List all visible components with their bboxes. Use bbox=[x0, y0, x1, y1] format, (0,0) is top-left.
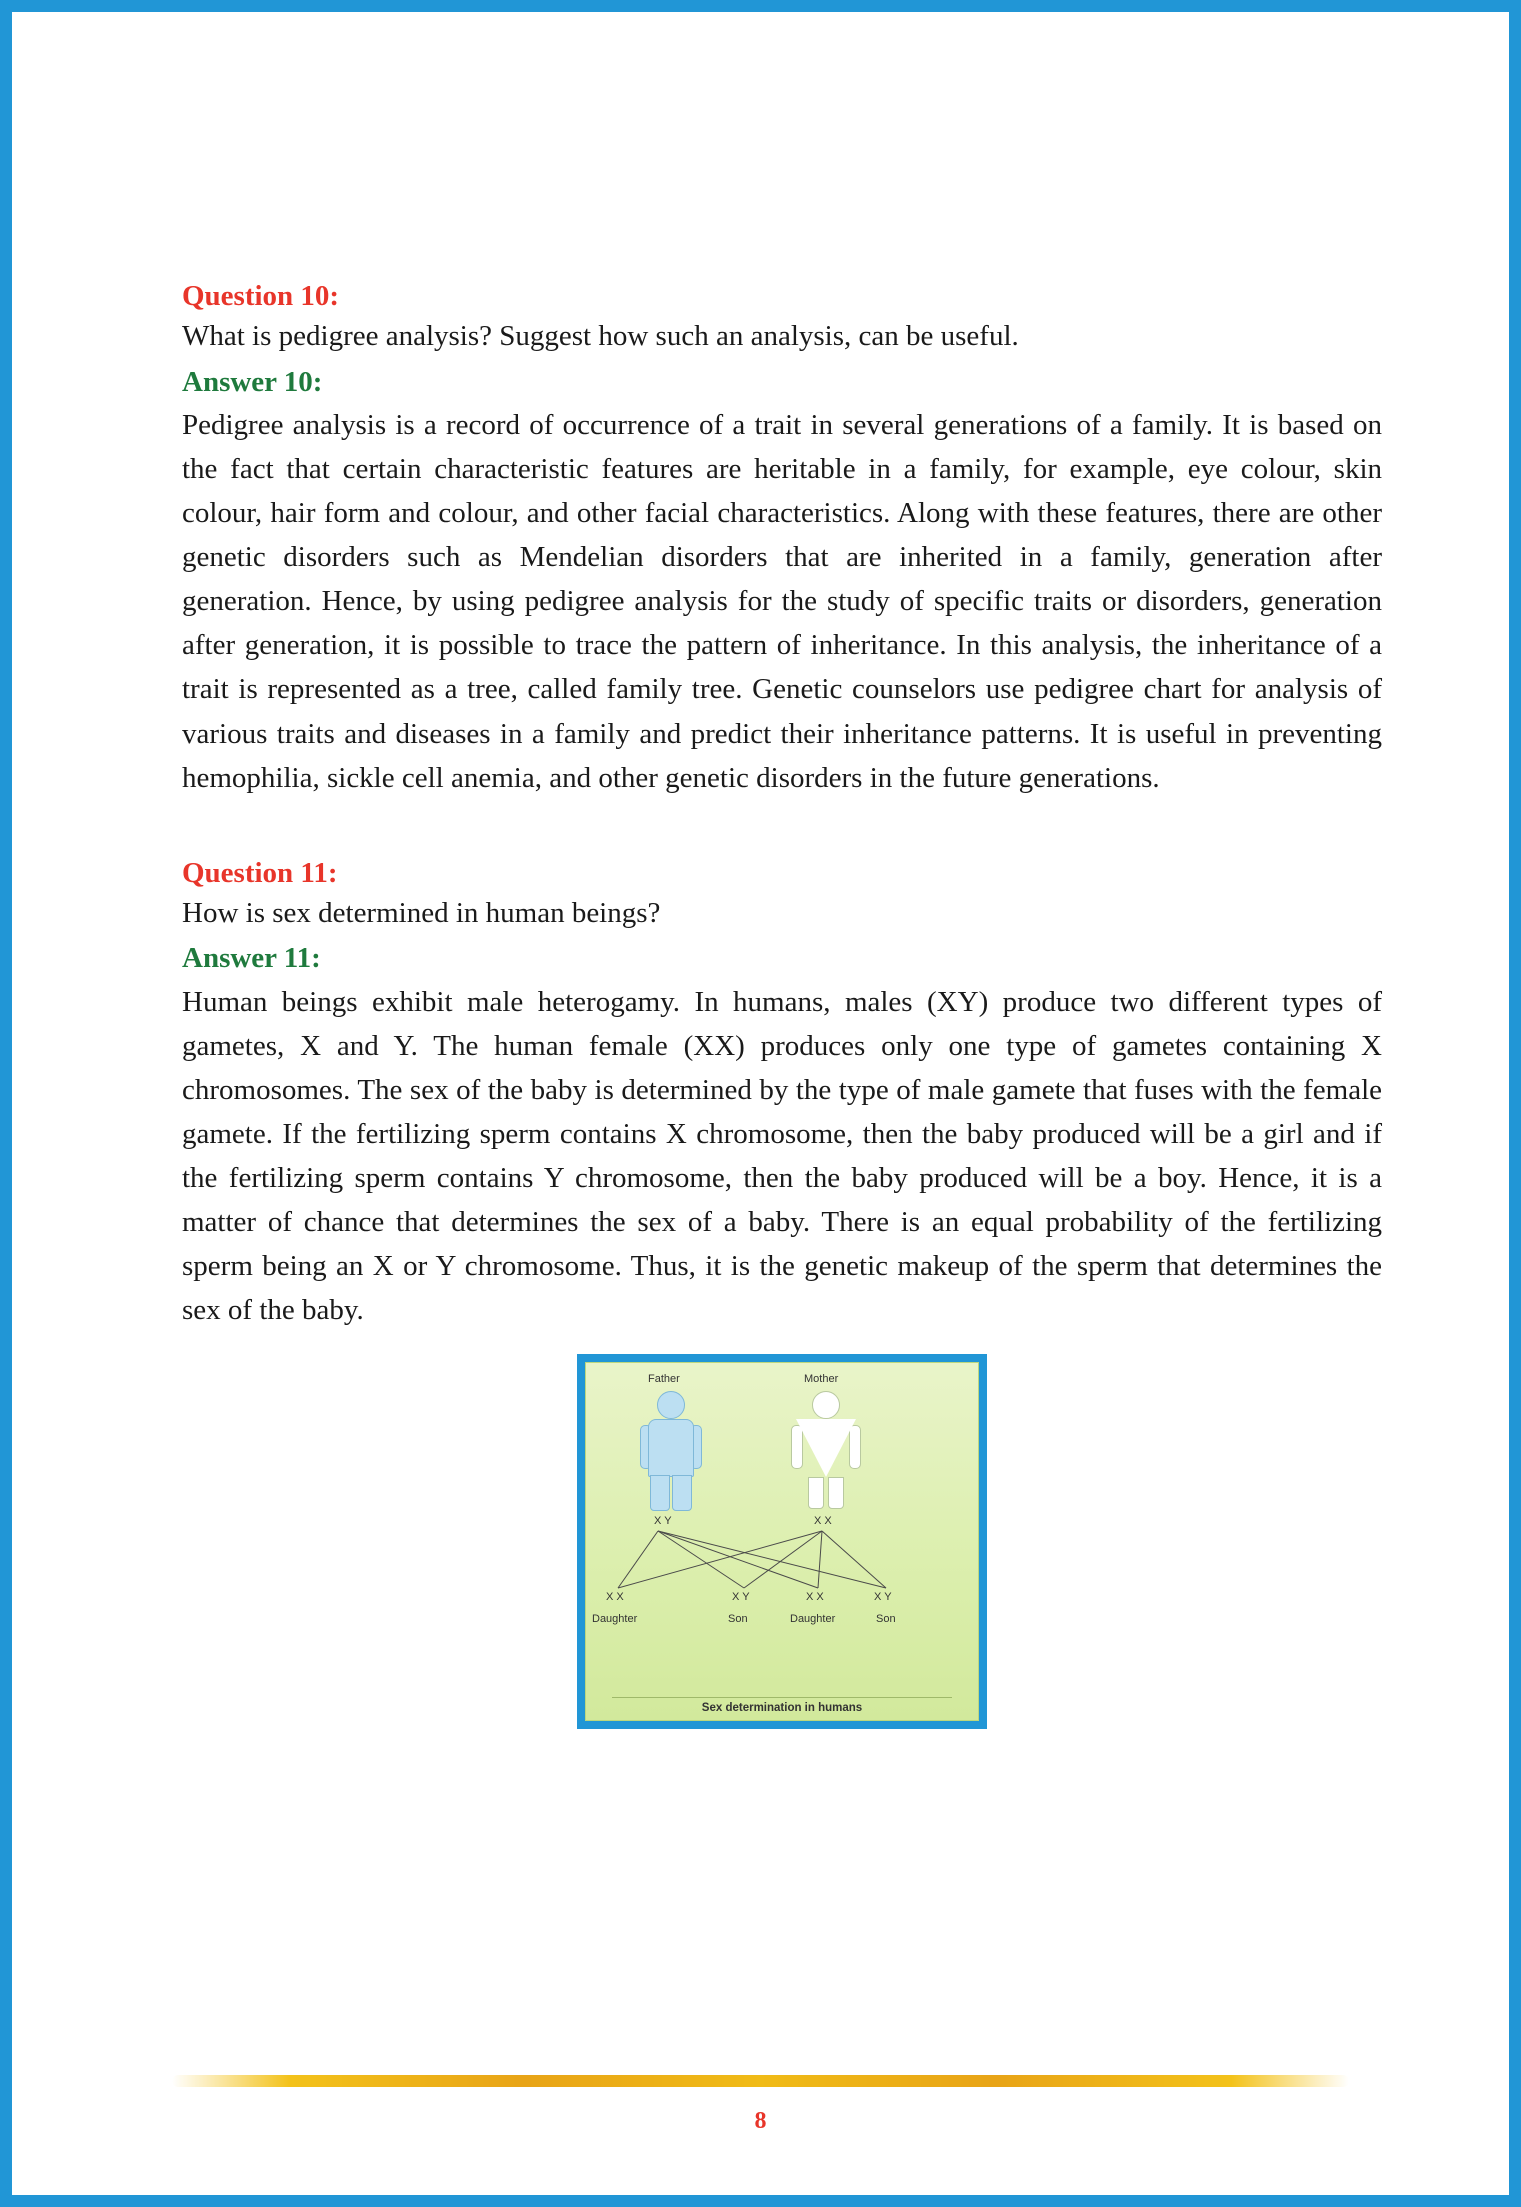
mother-gametes-label: X X bbox=[814, 1515, 832, 1528]
inheritance-cross-lines bbox=[586, 1363, 978, 1720]
block-spacer bbox=[182, 800, 1382, 854]
figure-canvas bbox=[585, 1362, 979, 1721]
question-11-text: How is sex determined in human beings? bbox=[182, 896, 661, 929]
sex-determination-figure bbox=[577, 1354, 987, 1729]
question-11-heading: Question 11: bbox=[182, 856, 338, 889]
caption-divider bbox=[612, 1697, 952, 1698]
offspring-label-2: Son bbox=[728, 1613, 748, 1626]
answer-11-text: Human beings exhibit male heterogamy. In humans, males (XY) produce two different types of gametes, X and Y. The human female (XX) produces only one type of gametes containing X chromosomes. The sex of the baby is determined by the type of male gamete that fuses with the female gamete. If the fertilizing sperm contains X chromosome, then the baby produced will be a girl and if the fertilizing sperm contains Y chromosome, then the baby produced will be a boy. Hence, it is a matter of chance that determines the sex of a baby. There is an equal probability of the fertilizing sperm being an X or Y chromosome. Thus, it is the genetic makeup of the sperm that determines the sex of the baby. bbox=[182, 985, 1382, 1327]
offspring-genotype-3: X X bbox=[806, 1591, 824, 1604]
answer-10-heading: Answer 10: bbox=[182, 365, 323, 398]
father-label: Father bbox=[648, 1373, 680, 1386]
offspring-genotype-4: X Y bbox=[874, 1591, 892, 1604]
offspring-label-1: Daughter bbox=[592, 1613, 638, 1626]
figure-caption: Sex determination in humans bbox=[701, 1702, 863, 1715]
question-10-heading: Question 10: bbox=[182, 280, 340, 312]
question-10-text: What is pedigree analysis? Suggest how such an analysis, can be useful. bbox=[182, 320, 1019, 353]
text-content bbox=[182, 277, 1382, 1729]
mother-label: Mother bbox=[804, 1373, 839, 1386]
offspring-label-4: Son bbox=[876, 1613, 896, 1626]
page-number: 8 bbox=[754, 2108, 767, 2134]
offspring-label-3: Daughter bbox=[790, 1613, 836, 1626]
qa-block-10 bbox=[182, 277, 1382, 800]
qa-block-11 bbox=[182, 854, 1382, 1333]
father-gametes-label: X Y bbox=[654, 1515, 672, 1528]
answer-10-text: Pedigree analysis is a record of occurrence of a trait in several generations of a family. It is based on the fact that certain characteristic features are heritable in a family, for example, eye colour, skin colour, hair form and colour, and other facial characteristics. Along with these features, there are other genetic disorders such as Mendelian disorders that are inherited in a family, generation after generation. Hence, by using pedigree analysis for the study of specific traits or disorders, generation after generation, it is possible to trace the pattern of inheritance. In this analysis, the inheritance of a trait is represented as a tree, called family tree. Genetic counselors use pedigree chart for analysis of various traits and diseases in a family and predict their inheritance patterns. It is useful in preventing hemophilia, sickle cell anemia, and other genetic disorders in the future generations. bbox=[182, 408, 1382, 794]
answer-11-heading: Answer 11: bbox=[182, 942, 321, 975]
footer-decoration bbox=[172, 2075, 1349, 2087]
figure-container bbox=[182, 1354, 1382, 1729]
offspring-genotype-1: X X bbox=[606, 1591, 624, 1604]
offspring-genotype-2: X Y bbox=[732, 1591, 750, 1604]
page-content-area bbox=[22, 22, 1499, 2185]
